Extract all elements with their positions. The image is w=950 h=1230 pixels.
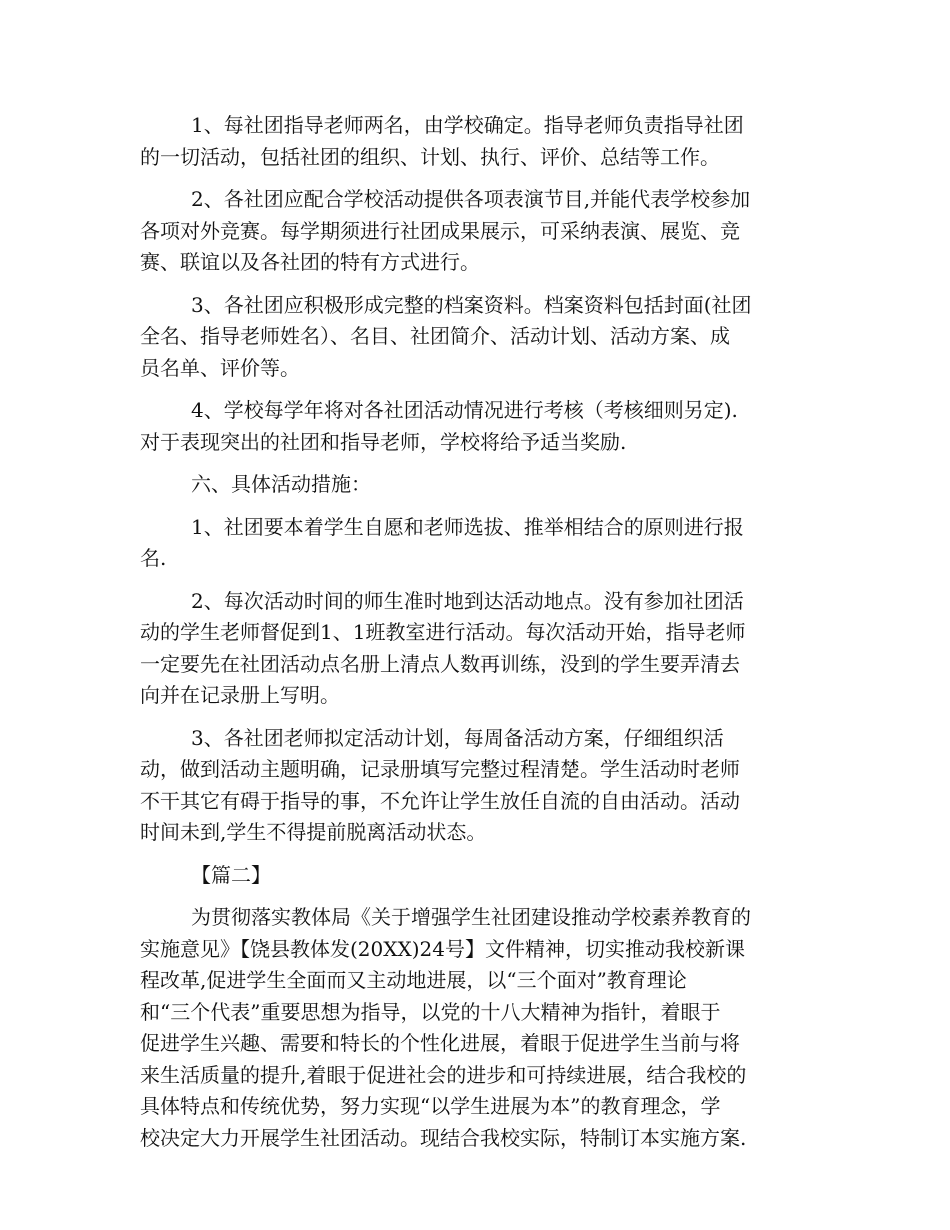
text-line: 为贯彻落实教体局《关于增强学生社团建设推动学校素养教育的 [191, 905, 751, 929]
text-line: 具体特点和传统优势，努力实现“以学生进展为本”的教育理念，学 [140, 1094, 721, 1118]
text-line: 时间未到,学生不得提前脱离活动状态。 [140, 820, 487, 844]
text-line: 促进学生兴趣、需要和特长的个性化进展，着眼于促进学生当前与将 [140, 1031, 740, 1055]
text-line: 动，做到活动主题明确，记录册填写完整过程清楚。学生活动时老师 [140, 757, 740, 781]
text-line: 动的学生老师督促到1、1班教室进行活动。每次活动开始，指导老师 [140, 620, 746, 644]
paragraph-planning [140, 723, 808, 849]
text-line: 2、每次活动时间的师生准时地到达活动地点。没有参加社团活 [191, 588, 744, 613]
text-line: 4、学校每学年将对各社团活动情况进行考核（考核细则另定). [191, 398, 738, 422]
text-line: 一定要先在社团活动点名册上清点人数再训练，没到的学生要弄清去 [140, 651, 740, 676]
text-line: 1、社团要本着学生自愿和老师选拔、推举相结合的原则进行报 [191, 514, 744, 539]
text-line: 来生活质量的提升,着眼于促进社会的进步和可持续进展，结合我校的 [140, 1062, 747, 1087]
text-line: 赛、联谊以及各社团的特有方式进行。 [140, 250, 480, 274]
text-line: 校决定大力开展学生社团活动。现结合我校实际，特制订本实施方案. [140, 1125, 747, 1150]
text-line: 2、各社团应配合学校活动提供各项表演节目,并能代表学校参加 [191, 187, 751, 211]
text-line: 1、每社团指导老师两名，由学校确定。指导老师负责指导社团 [191, 113, 744, 137]
text-line: 3、各社团老师拟定活动计划，每周备活动方案，仔细组织活 [191, 725, 724, 750]
paragraph-archives [140, 290, 808, 385]
paragraph-implementation [140, 902, 808, 1154]
text-line: 名. [140, 546, 167, 570]
paragraph-advisor-duties [140, 110, 808, 173]
heading-line: 六、具体活动措施： [191, 472, 371, 496]
text-line: 的一切活动，包括社团的组织、计划、执行、评价、总结等工作。 [140, 144, 720, 169]
paragraph-performances [140, 184, 808, 279]
section-heading-measures [140, 469, 808, 501]
text-line: 对于表现突出的社团和指导老师，学校将给予适当奖励. [140, 429, 627, 454]
text-line: 各项对外竞赛。每学期须进行社团成果展示，可采纳表演、展览、竞 [140, 218, 740, 243]
text-line: 程改革,促进学生全面而又主动地进展，以“三个面对”教育理论 [140, 968, 687, 992]
text-line: 实施意见》【饶县教体发(20XX)24号】文件精神，切实推动我校新课 [140, 936, 745, 961]
text-line: 和“三个代表”重要思想为指导，以党的十八大精神为指针，着眼于 [140, 999, 721, 1024]
paragraph-assessment [140, 395, 808, 458]
paragraph-attendance [140, 586, 808, 712]
document-body [140, 110, 808, 1165]
paragraph-registration [140, 512, 808, 575]
text-line: 3、各社团应积极形成完整的档案资料。档案资料包括封面(社团 [191, 292, 752, 317]
text-line: 向并在记录册上写明。 [140, 683, 340, 707]
text-line: 不干其它有碍于指导的事，不允许让学生放任自流的自由活动。活动 [140, 788, 740, 813]
text-line: 全名、指导老师姓名）、名目、社团简介、活动计划、活动方案、成 [140, 324, 730, 348]
heading-line: 【篇二】 [191, 862, 271, 887]
section-heading-part-two [140, 860, 808, 892]
text-line: 员名单、评价等。 [140, 355, 300, 380]
